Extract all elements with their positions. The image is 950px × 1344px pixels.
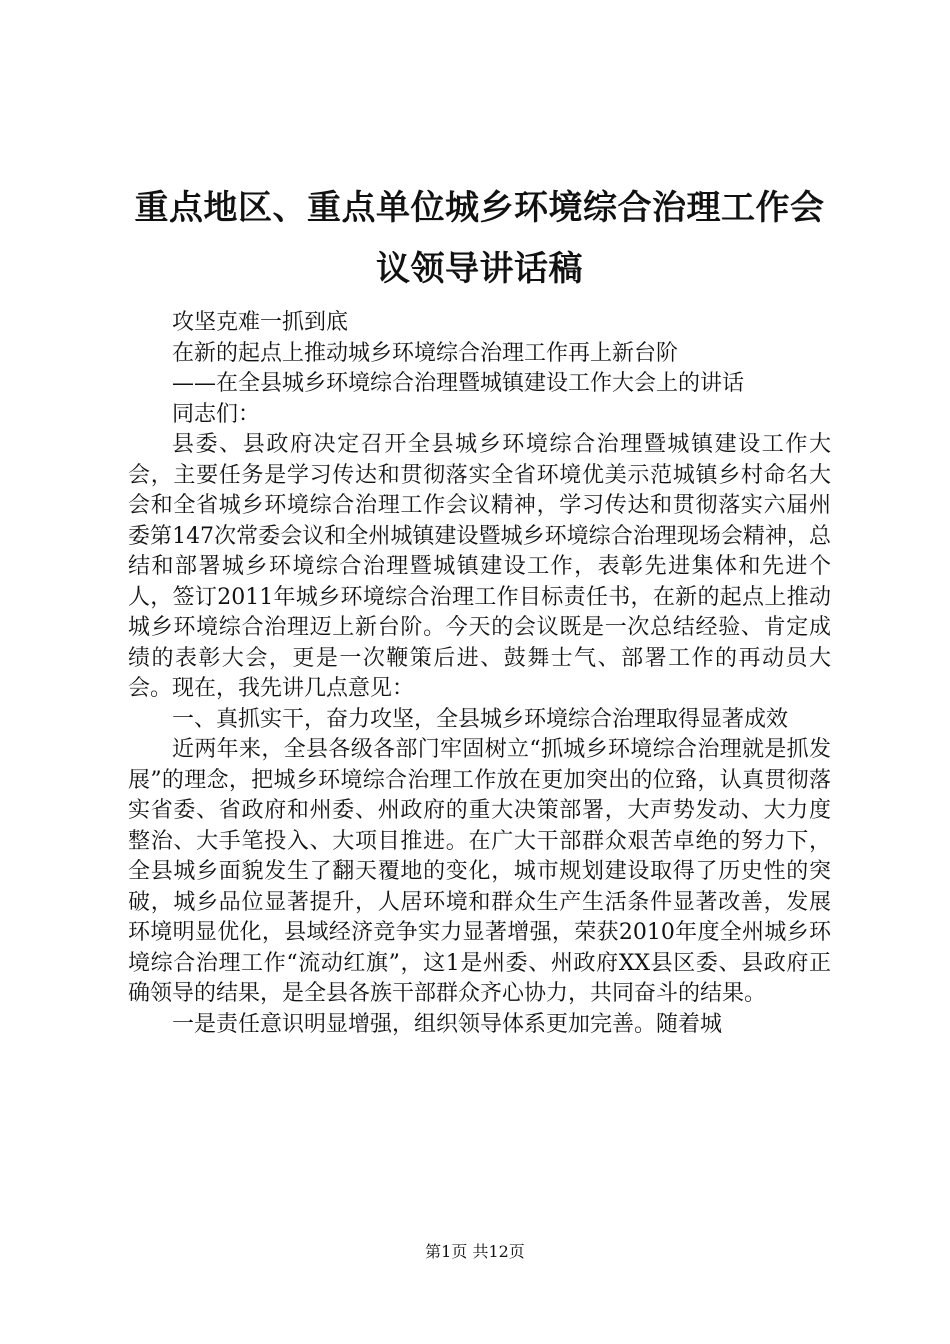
document-page: [128, 178, 831, 1040]
body-paragraph: 近两年来，全县各级各部门牢固树立“抓城乡环境综合治理就是抓发展”的理念，把城乡环境综合治理工作放在更加突出的位臵，认真贯彻落实省委、省政府和州委、州政府的重大决策部署，大声势发动、大力度整治、大手笔投入、大项目推进。在广大干部群众艰苦卓绝的努力下，全县城乡面貌发生了翻天覆地的变化，城市规划建设取得了历史性的突破，城乡品位显著提升，人居环境和群众生产生活条件显著改善，发展环境明显优化，县域经济竞争实力显著增强，荣获2010年度全州城乡环境综合治理工作“流动红旗”，这1是州委、州政府XX县区委、县政府正确领导的结果，是全县各族干部群众齐心协力，共同奋斗的结果。: [128, 737, 831, 1006]
document-title: 重点地区、重点单位城乡环境综合治理工作会议领导讲话稿: [134, 188, 825, 289]
subtitle-line: 攻坚克难一抓到底: [172, 310, 349, 335]
document-body: [128, 308, 831, 1040]
section-heading: 一、真抓实干，奋力攻坚，全县城乡环境综合治理取得显著成效: [172, 706, 789, 732]
subtitle-line: 在新的起点上推动城乡环境综合治理工作再上新台阶: [172, 340, 679, 366]
subtitle-line: ——在全县城乡环境综合治理暨城镇建设工作大会上的讲话: [172, 371, 745, 396]
body-paragraph: 县委、县政府决定召开全县城乡环境综合治理暨城镇建设工作大会，主要任务是学习传达和贯彻落实全省环境优美示范城镇乡村命名大会和全省城乡环境综合治理工作会议精神，学习传达和贯彻落实六届州委第147次常委会议和全州城镇建设暨城乡环境综合治理现场会精神，总结和部署城乡环境综合治理暨城镇建设工作，表彰先进集体和先进个人，签订2011年城乡环境综合治理工作目标责任书，在新的起点上推动城乡环境综合治理迈上新台阶。今天的会议既是一次总结经验、肯定成绩的表彰大会，更是一次鞭策后进、鼓舞士气、部署工作的再动员大会。现在，我先讲几点意见：: [128, 432, 831, 701]
body-paragraph: 一是责任意识明显增强，组织领导体系更加完善。随着城: [172, 1011, 723, 1037]
page-footer: 第1页 共12页: [425, 1242, 525, 1261]
salutation: 同志们：: [172, 401, 261, 427]
